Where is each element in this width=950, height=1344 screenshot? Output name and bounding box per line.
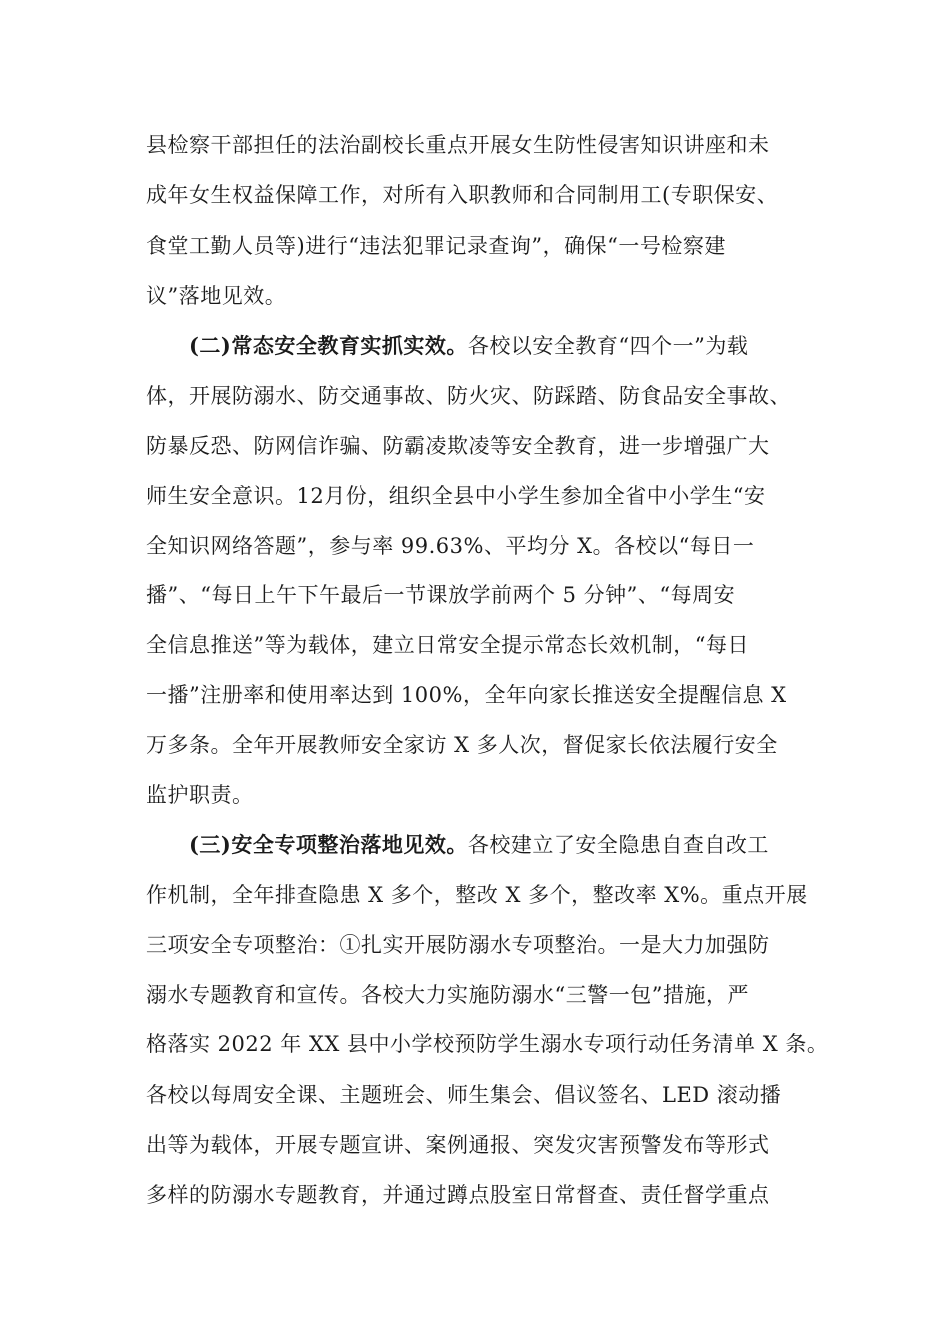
paragraph-line: 体，开展防溺水、防交通事故、防火灾、防踩踏、防食品安全事故、 xyxy=(146,384,791,408)
paragraph-line: 作机制，全年排查隐患 X 多个，整改 X 多个，整改率 X%。重点开展 xyxy=(146,883,808,907)
paragraph-line: 溺水专题教育和宣传。各校大力实施防溺水“三警一包”措施，严 xyxy=(146,983,749,1007)
section-heading-line xyxy=(189,830,769,860)
paragraph-line: 全信息推送”等为载体，建立日常安全提示常态长效机制，“每日 xyxy=(146,633,749,657)
paragraph-line: 各校以每周安全课、主题班会、师生集会、倡议签名、LED 滚动播 xyxy=(146,1083,782,1107)
paragraph-line: 议”落地见效。 xyxy=(146,284,287,308)
paragraph-text: 各校建立了安全隐患自查自改工 xyxy=(467,833,769,857)
paragraph-line: 播”、“每日上午下午最后一节课放学前两个 5 分钟”、“每周安 xyxy=(146,583,736,607)
paragraph-line: 监护职责。 xyxy=(146,783,254,807)
paragraph-line: 县检察干部担任的法治副校长重点开展女生防性侵害知识讲座和未 xyxy=(146,133,770,157)
paragraph-line: 三项安全专项整治：①扎实开展防溺水专项整治。一是大力加强防 xyxy=(146,933,770,957)
paragraph-line: 成年女生权益保障工作，对所有入职教师和合同制用工(专职保安、 xyxy=(146,183,779,207)
section-heading: (二)常态安全教育实抓实效。 xyxy=(189,333,468,358)
paragraph-line: 出等为载体，开展专题宣讲、案例通报、突发灾害预警发布等形式 xyxy=(146,1133,770,1157)
paragraph-line: 一播”注册率和使用率达到 100%，全年向家长推送安全提醒信息 X xyxy=(146,683,787,707)
paragraph-line: 防暴反恐、防网信诈骗、防霸凌欺凌等安全教育，进一步增强广大 xyxy=(146,434,770,458)
paragraph-line: 多样的防溺水专题教育，并通过蹲点股室日常督查、责任督学重点 xyxy=(146,1183,770,1207)
paragraph-line: 师生安全意识。12月份，组织全县中小学生参加全省中小学生“安 xyxy=(146,484,766,508)
section-heading-line xyxy=(189,331,748,361)
paragraph-text: 各校以安全教育“四个一”为载 xyxy=(467,334,749,358)
section-heading: (三)安全专项整治落地见效。 xyxy=(189,832,468,857)
paragraph-line: 全知识网络答题”，参与率 99.63%、平均分 X。各校以“每日一 xyxy=(146,534,755,558)
paragraph-line: 食堂工勤人员等)进行“违法犯罪记录查询”，确保“一号检察建 xyxy=(146,234,726,258)
paragraph-line: 万多条。全年开展教师安全家访 X 多人次，督促家长依法履行安全 xyxy=(146,733,778,757)
paragraph-line: 格落实 2022 年 XX 县中小学校预防学生溺水专项行动任务清单 X 条。 xyxy=(146,1032,829,1056)
